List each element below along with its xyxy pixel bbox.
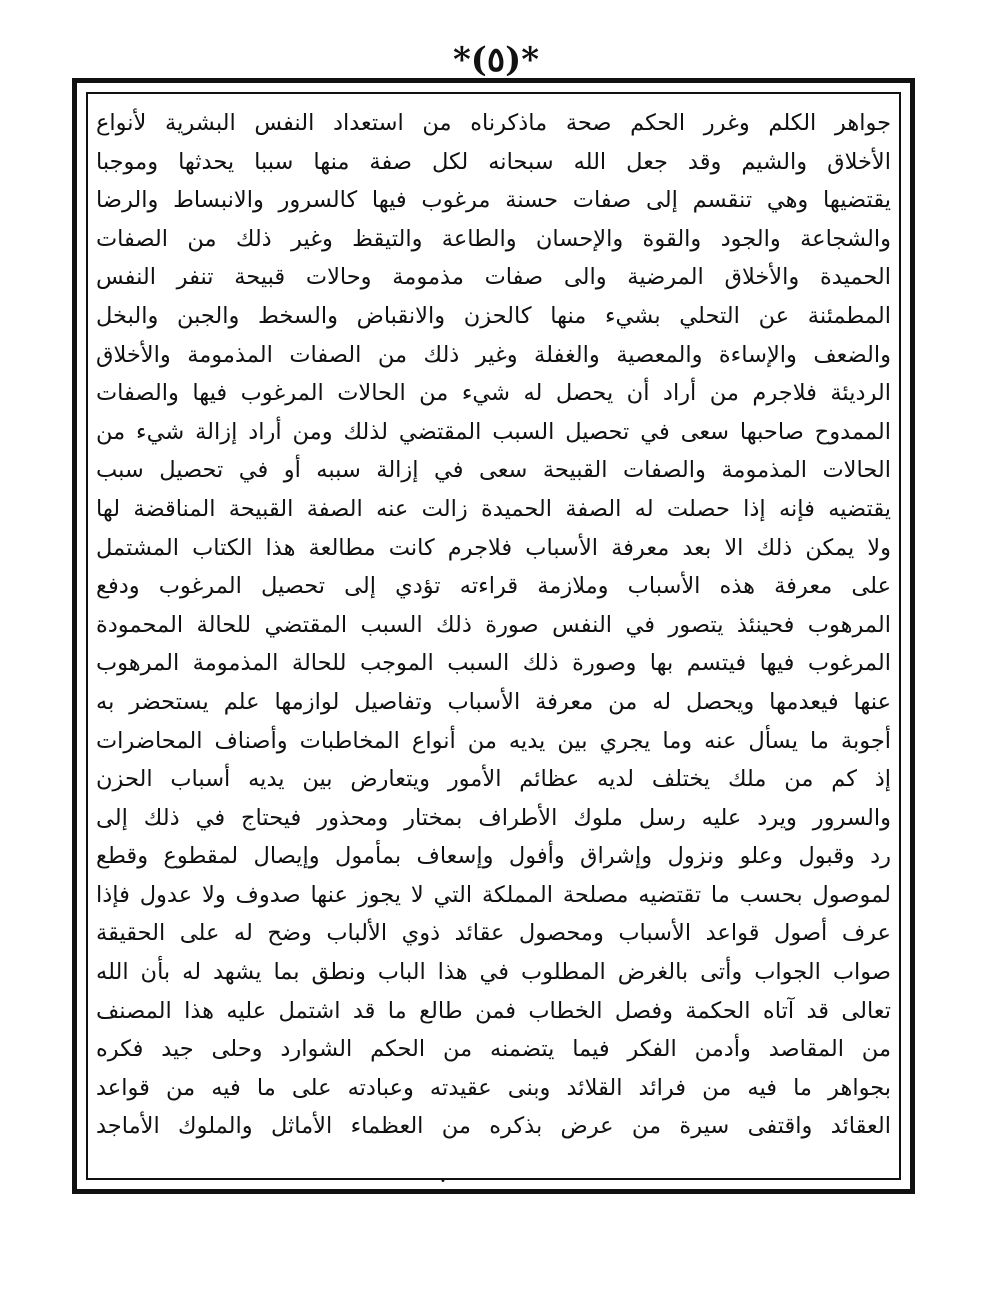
text-line: بجواهر ما فيه من فرائد القلائد وبنى عقيدته وعبادته على ما فيه من قواعد [96,1074,891,1101]
text-line: والسرور ويرد عليه رسل ملوك الأطراف بمختار ومحذور فيحتاج في ذلك إلى [96,804,891,831]
text-line: المطمئنة عن التحلي بشيء منها كالحزن والانقباض والسخط والجبن والبخل [96,302,891,329]
text-line: من المقاصد وأدمن الفكر فيما يتضمنه من الحكم الشوارد وحلى جيد فكره [96,1036,891,1063]
text-line: الرديئة فلاجرم من أراد أن يحصل له شيء من الحالات المرغوب فيها والصفات [96,380,891,407]
text-line: والضعف والإساءة والمعصية والغفلة وغير ذلك من الصفات المذمومة والأخلاق [96,341,891,368]
text-line: يقتضيها وهي تنقسم إلى صفات حسنة مرغوب فيها كالسرور والانبساط والرضا [96,187,891,214]
text-line: على معرفة هذه الأسباب وملازمة قراءته تؤدي إلى تحصيل المرغوب ودفع [96,573,891,600]
text-line: المرغوب فيها فيتسم بها وصورة ذلك السبب الموجب للحالة المذمومة المرهوب [96,650,891,677]
text-line: الحميدة والأخلاق المرضية والى صفات مذمومة وحالات قبيحة تنفر النفس [96,264,891,291]
page-number: *(٥)* [452,40,539,80]
text-line: لموصول بحسب ما تقتضيه مصلحة المملكة التي لا يجوز عنها صدوف ولا عدول فإذا [96,881,891,908]
text-line: صواب الجواب وأتى بالغرض المطلوب في هذا الباب ونطق بما يشهد له بأن الله [96,959,891,986]
end-mark-dot: • [440,1176,446,1187]
text-line: العقائد واقتفى سيرة من عرض بذكره من العظماء الأماثل والملوك الأماجد [96,1113,891,1140]
text-line: إذ كم من ملك يختلف لديه عظائم الأمور ويتعارض بين يديه أسباب الحزن [96,766,891,793]
text-line: الأخلاق والشيم وقد جعل الله سبحانه لكل صفة منها سببا يحدثها وموجبا [96,148,891,175]
text-line: تعالى قد آتاه الحكمة وفصل الخطاب فمن طالع ما قد اشتمل عليه هذا المصنف [96,997,891,1024]
text-line: عرف أصول قواعد الأسباب ومحصول عقائد ذوي الألباب وضح له على الحقيقة [96,920,891,947]
text-line: الحالات المذمومة والصفات القبيحة سعى في إزالة سببه أو في تحصيل سبب [96,457,891,484]
text-line: والشجاعة والجود والقوة والإحسان والطاعة والتيقظ وغير ذلك من الصفات [96,225,891,252]
text-line: عنها فيعدمها ويحصل له من معرفة الأسباب وتفاصيل لوازمها علم يستحضر به [96,688,891,715]
text-line: رد وقبول وعلو ونزول وإشراق وأفول وإسعاف بمأمول وإيصال لمقطوع وقطع [96,843,891,870]
text-line: جواهر الكلم وغرر الحكم صحة ماذكرناه من استعداد النفس البشرية لأنواع [96,110,891,136]
text-line: الممدوح صاحبها سعى في تحصيل السبب المقتضي لذلك ومن أراد إزالة شيء من [96,418,891,445]
text-line: المرهوب فحينئذ يتصور في النفس صورة ذلك السبب المقتضي للحالة المحمودة [96,611,891,638]
body-text [96,104,891,1146]
text-line: يقتضيه فإنه إذا حصلت له الصفة الحميدة زالت عنه الصفة القبيحة المناقضة لها [96,495,891,522]
text-line: أجوبة ما يسأل عنه وما يجري بين يديه من أنواع المخاطبات وأصناف المحاضرات [96,727,891,754]
text-line: ولا يمكن ذلك الا بعد معرفة الأسباب فلاجرم كانت مطالعة هذا الكتاب المشتمل [96,534,891,561]
